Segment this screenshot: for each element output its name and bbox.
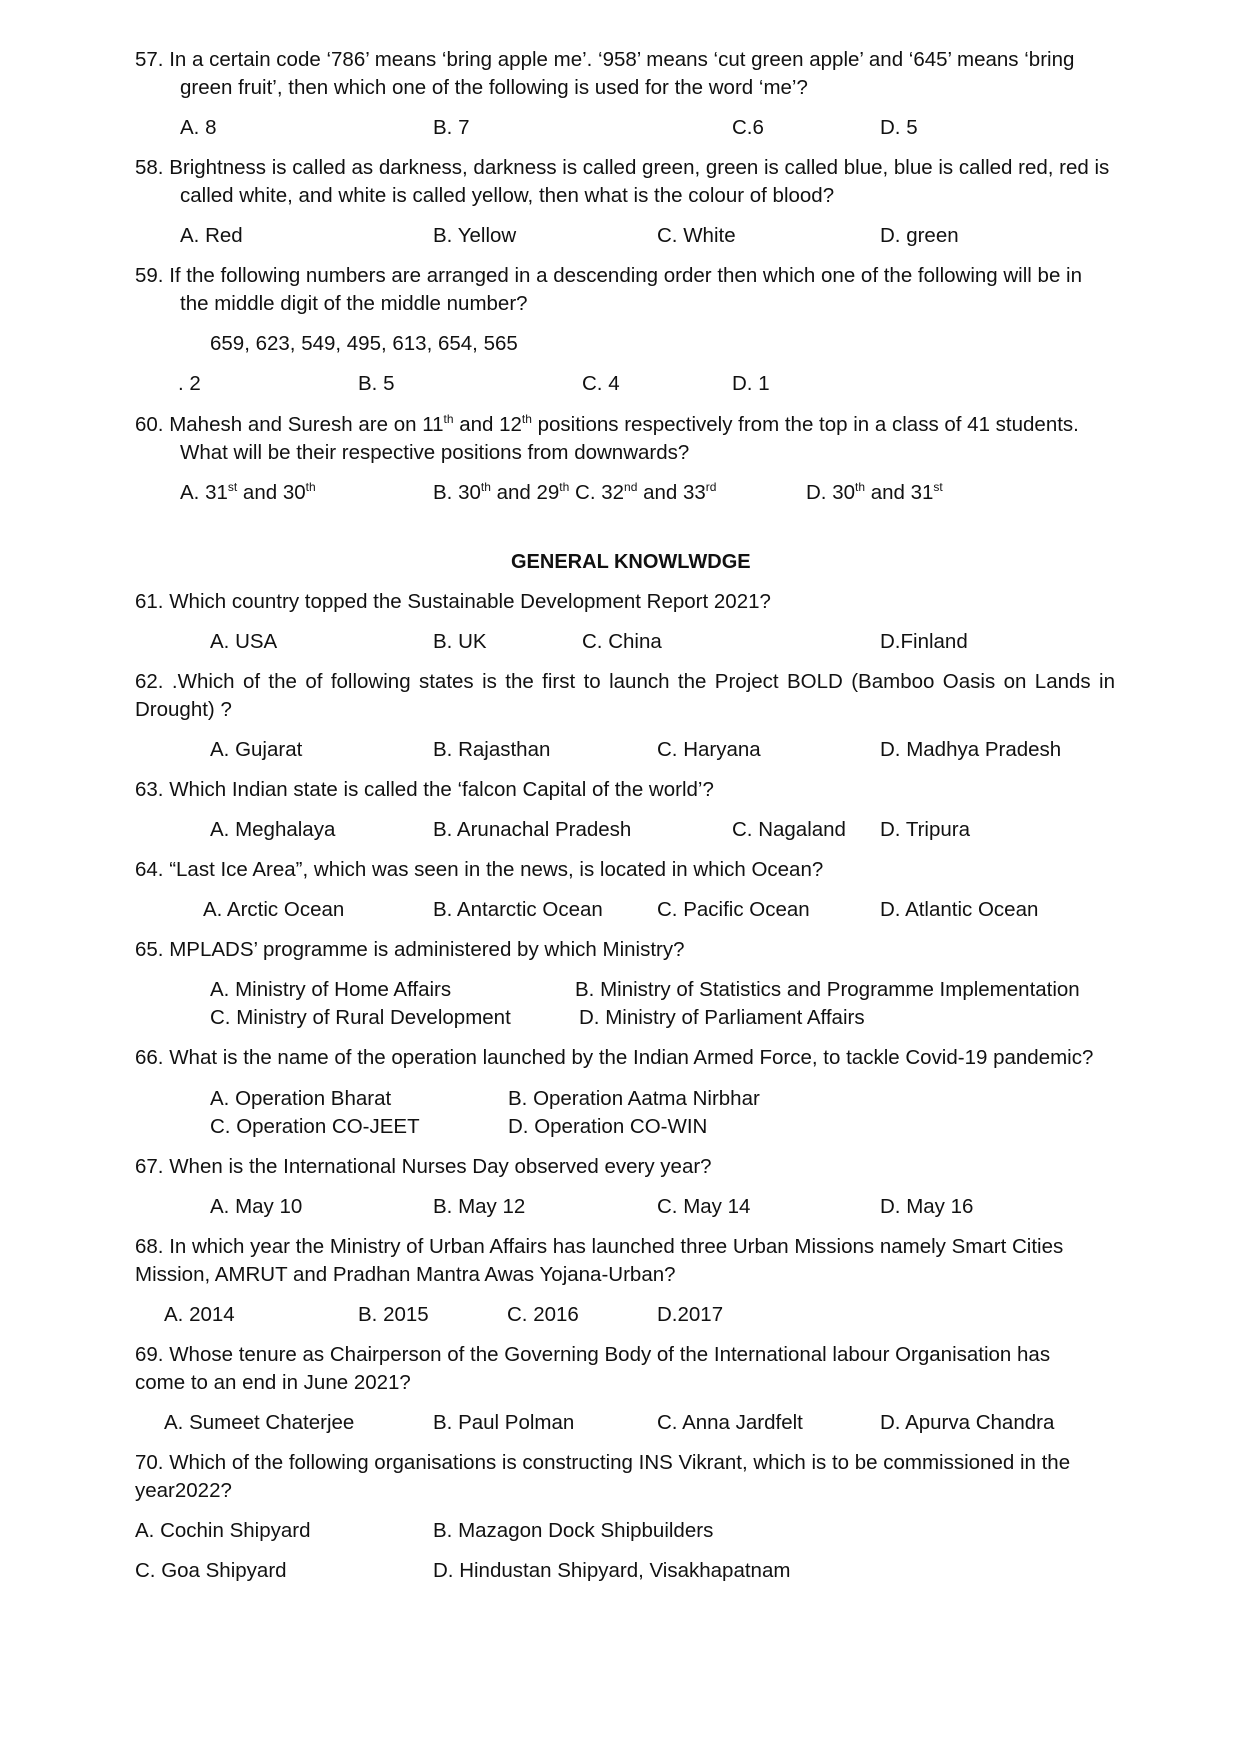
question-68-stem: 68. In which year the Ministry of Urban Affairs has launched three Urban Missions namely Smart Cities [135, 1235, 1064, 1258]
question-64-option-b: B. Antarctic Ocean [433, 898, 603, 921]
question-70-stem-cont: year2022? [135, 1479, 232, 1502]
question-63-stem: 63. Which Indian state is called the ‘falcon Capital of the world’? [135, 778, 714, 801]
question-58-option-d: D. green [880, 224, 959, 247]
question-70-option-a: A. Cochin Shipyard [135, 1519, 311, 1542]
question-61-option-d: D.Finland [880, 630, 968, 653]
question-66-option-b: B. Operation Aatma Nirbhar [508, 1087, 760, 1110]
question-57-option-b: B. 7 [433, 116, 470, 139]
question-59-option-c: C. 4 [582, 372, 620, 395]
question-64-stem: 64. “Last Ice Area”, which was seen in the news, is located in which Ocean? [135, 858, 824, 881]
question-69-option-d: D. Apurva Chandra [880, 1411, 1055, 1434]
question-61-option-a: A. USA [210, 630, 278, 653]
question-61-stem: 61. Which country topped the Sustainable Development Report 2021? [135, 590, 771, 613]
question-68-option-c: C. 2016 [507, 1303, 579, 1326]
question-58-option-c: C. White [657, 224, 736, 247]
question-65-option-c: C. Ministry of Rural Development [210, 1006, 511, 1029]
question-67-option-d: D. May 16 [880, 1195, 974, 1218]
question-59-option-a: . 2 [178, 372, 201, 395]
question-58-stem: 58. Brightness is called as darkness, darkness is called green, green is called blue, blue is called red, red is [135, 156, 1110, 179]
question-64-option-a: A. Arctic Ocean [203, 898, 345, 921]
question-67-stem: 67. When is the International Nurses Day observed every year? [135, 1155, 712, 1178]
question-60-option-d: D. 30th and 31st [806, 480, 943, 504]
question-60-stem-cont: What will be their respective positions from downwards? [180, 441, 690, 464]
question-59-option-d: D. 1 [732, 372, 770, 395]
question-68-option-b: B. 2015 [358, 1303, 429, 1326]
question-70-option-c: C. Goa Shipyard [135, 1559, 287, 1582]
question-69-stem: 69. Whose tenure as Chairperson of the Governing Body of the International labour Organisation has [135, 1343, 1051, 1366]
question-57-option-c: C.6 [732, 116, 764, 139]
question-61-option-b: B. UK [433, 630, 487, 653]
question-70-option-d: D. Hindustan Shipyard, Visakhapatnam [433, 1559, 791, 1582]
question-59-stem-cont: the middle digit of the middle number? [180, 292, 528, 315]
question-64-option-d: D. Atlantic Ocean [880, 898, 1039, 921]
question-67-option-a: A. May 10 [210, 1195, 303, 1218]
question-62-stem: 62. .Which of the of following states is the first to launch the Project BOLD (Bamboo Oasis on Lands in [135, 670, 1115, 693]
question-69-option-c: C. Anna Jardfelt [657, 1411, 803, 1434]
question-65-option-b: B. Ministry of Statistics and Programme Implementation [575, 978, 1080, 1001]
question-57-option-a: A. 8 [180, 116, 217, 139]
question-59-numbers: 659, 623, 549, 495, 613, 654, 565 [210, 332, 518, 355]
question-57-stem: 57. In a certain code ‘786’ means ‘bring apple me’. ‘958’ means ‘cut green apple’ and ‘645’ means ‘bring [135, 48, 1075, 71]
question-60-option-a: A. 31st and 30th [180, 480, 316, 504]
question-66-option-a: A. Operation Bharat [210, 1087, 392, 1110]
question-59-stem: 59. If the following numbers are arranged in a descending order then which one of the following will be in [135, 264, 1082, 287]
question-57-option-d: D. 5 [880, 116, 918, 139]
question-67-option-c: C. May 14 [657, 1195, 751, 1218]
question-69-option-a: A. Sumeet Chaterjee [164, 1411, 355, 1434]
question-68-stem-cont: Mission, AMRUT and Pradhan Mantra Awas Yojana-Urban? [135, 1263, 676, 1286]
question-68-option-a: A. 2014 [164, 1303, 235, 1326]
question-66-option-d: D. Operation CO-WIN [508, 1115, 708, 1138]
question-58-stem-cont: called white, and white is called yellow, then what is the colour of blood? [180, 184, 835, 207]
question-70-option-b: B. Mazagon Dock Shipbuilders [433, 1519, 714, 1542]
question-63-option-c: C. Nagaland [732, 818, 846, 841]
question-66-option-c: C. Operation CO-JEET [210, 1115, 420, 1138]
question-60-stem: 60. Mahesh and Suresh are on 11th and 12th positions respectively from the top in a class of 41 students. [135, 412, 1079, 436]
question-65-option-d: D. Ministry of Parliament Affairs [579, 1006, 865, 1029]
question-61-option-c: C. China [582, 630, 662, 653]
question-60-option-b: B. 30th and 29th C. 32nd and 33rd [433, 480, 717, 504]
question-65-stem: 65. MPLADS’ programme is administered by which Ministry? [135, 938, 685, 961]
question-69-option-b: B. Paul Polman [433, 1411, 575, 1434]
question-62-option-b: B. Rajasthan [433, 738, 551, 761]
question-64-option-c: C. Pacific Ocean [657, 898, 810, 921]
question-62-option-c: C. Haryana [657, 738, 761, 761]
question-58-option-b: B. Yellow [433, 224, 517, 247]
question-65-option-a: A. Ministry of Home Affairs [210, 978, 452, 1001]
question-62-option-a: A. Gujarat [210, 738, 303, 761]
question-69-stem-cont: come to an end in June 2021? [135, 1371, 411, 1394]
question-57-stem-cont: green fruit’, then which one of the following is used for the word ‘me’? [180, 76, 808, 99]
question-62-stem-cont: Drought) ? [135, 698, 232, 721]
question-62-option-d: D. Madhya Pradesh [880, 738, 1062, 761]
question-58-option-a: A. Red [180, 224, 243, 247]
question-67-option-b: B. May 12 [433, 1195, 526, 1218]
question-68-option-d: D.2017 [657, 1303, 724, 1326]
question-63-option-d: D. Tripura [880, 818, 970, 841]
section-heading: GENERAL KNOWLWDGE [511, 551, 751, 573]
question-63-option-a: A. Meghalaya [210, 818, 336, 841]
question-66-stem: 66. What is the name of the operation launched by the Indian Armed Force, to tackle Covid-19 pandemic? [135, 1046, 1094, 1069]
question-63-option-b: B. Arunachal Pradesh [433, 818, 632, 841]
question-70-stem: 70. Which of the following organisations is constructing INS Vikrant, which is to be commissioned in the [135, 1451, 1071, 1474]
question-59-option-b: B. 5 [358, 372, 395, 395]
